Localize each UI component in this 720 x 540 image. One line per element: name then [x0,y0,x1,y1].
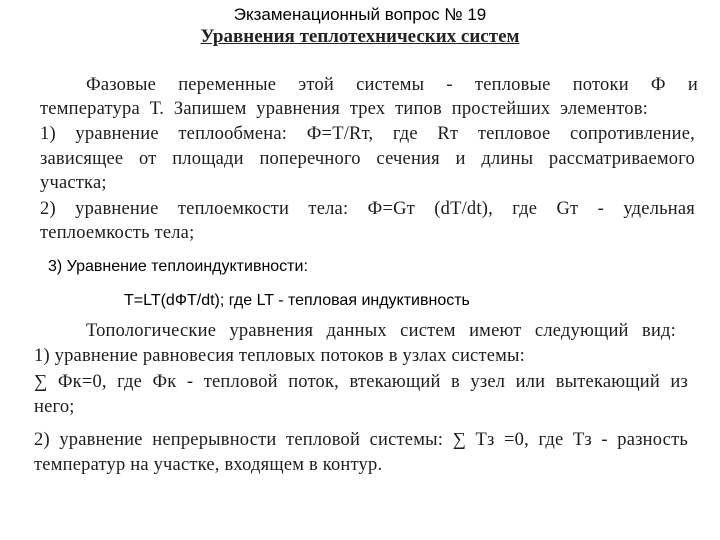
text-line: 2) уравнение непрерывности тепловой системы: ∑ Тз =0, где Тз - разность [34,430,688,450]
text-line: зависящее от площади поперечного сечения и длины рассматриваемого [40,149,695,169]
text-line: температура Т. Запишем уравнения трех типов простейших элементов: [40,99,648,119]
text-line: температур на участке, входящем в контур. [34,455,383,475]
text-line: 1) уравнение теплообмена: Ф=Т/Rт, где Rт тепловое сопротивление, [40,124,695,144]
page-header: Экзаменационный вопрос № 19 [233,5,487,24]
text-line: Фазовые переменные этой системы - тепловые потоки Ф и [86,75,698,95]
text-line: Топологические уравнения данных систем имеют следующий вид: [86,321,676,341]
text-line: него; [34,397,75,417]
text-line: 2) уравнение теплоемкости тела: Ф=Gт (dT/dt), где Gт - удельная [40,199,695,219]
item-3-formula: T=LT(dФT/dt); где LT - тепловая индуктивность [124,292,470,309]
section-title: Уравнения теплотехнических систем [200,26,520,47]
text-line: ∑ Фк=0, где Фк - тепловой поток, втекающий в узел или вытекающий из [34,372,688,392]
text-line: участка; [40,173,107,193]
text-line: теплоемкость тела; [40,223,195,243]
item-3-heading: 3) Уравнение теплоиндуктивности: [48,258,308,275]
text-line: 1) уравнение равновесия тепловых потоков в узлах системы: [34,346,526,366]
